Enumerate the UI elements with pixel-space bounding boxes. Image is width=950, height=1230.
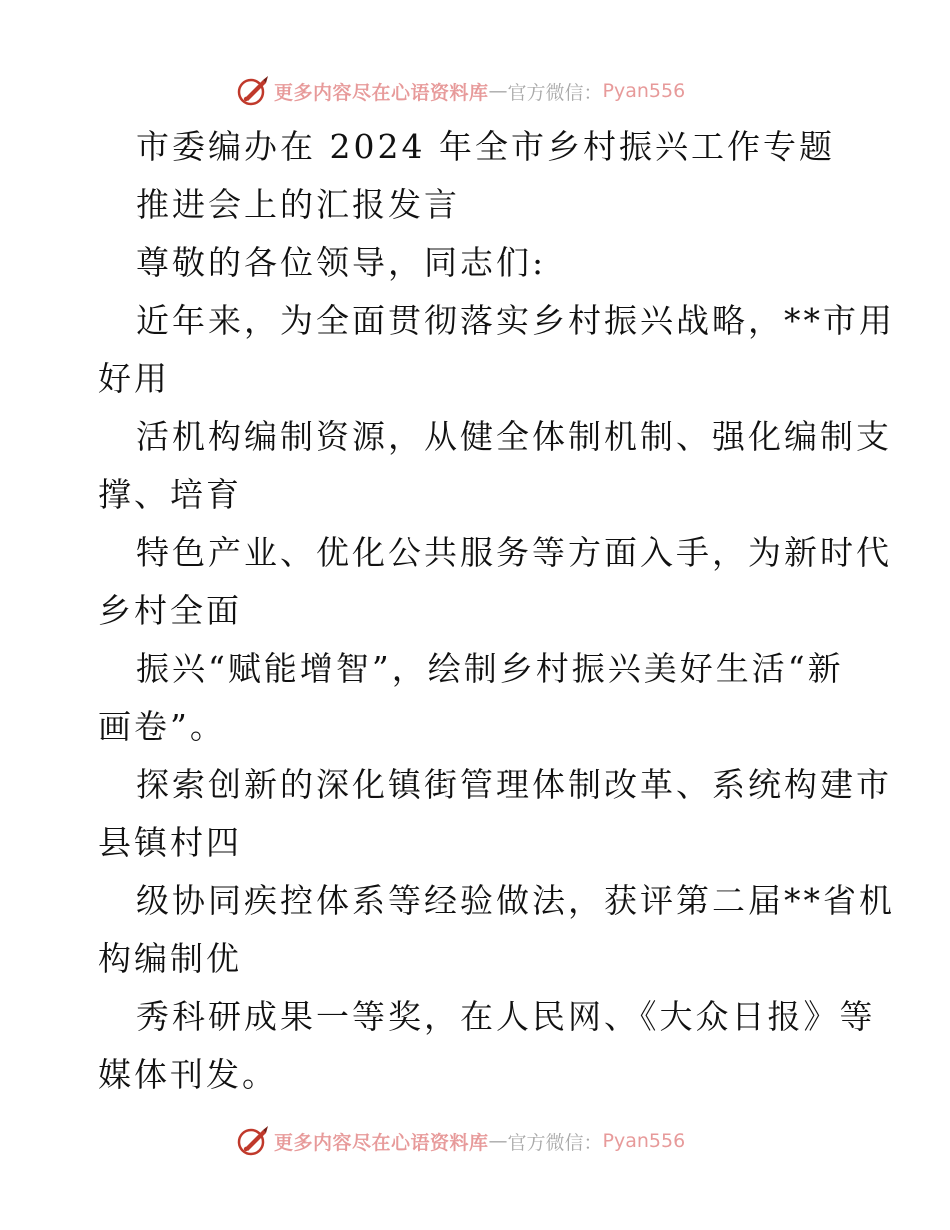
footer-watermark <box>236 1124 685 1158</box>
text-line: 撑、培育 <box>98 475 242 514</box>
quill-logo-icon <box>236 74 270 108</box>
text-line: 振兴“赋能增智”，绘制乡村振兴美好生活“新 <box>136 649 844 688</box>
text-line: 探索创新的深化镇街管理体制改革、系统构建市 <box>136 765 892 804</box>
watermark-wechat-id: Pyan556 <box>602 1130 686 1152</box>
watermark-main-text: 更多内容尽在心语资料库 <box>274 81 489 104</box>
text-line: 特色产业、优化公共服务等方面入手，为新时代 <box>136 533 892 572</box>
text-line: 媒体刊发。 <box>98 1055 278 1094</box>
watermark-wechat-id: Pyan556 <box>602 80 686 102</box>
text-line: 好用 <box>98 359 170 398</box>
document-body <box>98 118 895 1104</box>
quill-logo-icon <box>236 1124 270 1158</box>
header-watermark <box>236 74 685 108</box>
watermark-main-text: 更多内容尽在心语资料库 <box>274 1131 489 1154</box>
watermark-separator: — <box>488 80 508 102</box>
text-line: 乡村全面 <box>98 591 242 630</box>
text-line: 构编制优 <box>98 939 242 978</box>
text-line: 推进会上的汇报发言 <box>136 185 460 224</box>
text-line: 县镇村四 <box>98 823 242 862</box>
text-line: 近年来，为全面贯彻落实乡村振兴战略，**市用 <box>136 301 895 340</box>
text-line: 秀科研成果一等奖，在人民网、《大众日报》等 <box>136 997 876 1036</box>
text-line: 市委编办在 2024 年全市乡村振兴工作专题 <box>136 127 835 166</box>
text-line: 级协同疾控体系等经验做法，获评第二届**省机 <box>136 881 895 920</box>
watermark-separator: — <box>488 1130 508 1152</box>
watermark-official-label: 官方微信： <box>507 81 603 104</box>
text-line: 活机构编制资源，从健全体制机制、强化编制支 <box>136 417 892 456</box>
text-line: 画卷”。 <box>98 707 226 746</box>
watermark-official-label: 官方微信： <box>507 1131 603 1154</box>
text-line: 尊敬的各位领导，同志们: <box>136 243 547 282</box>
